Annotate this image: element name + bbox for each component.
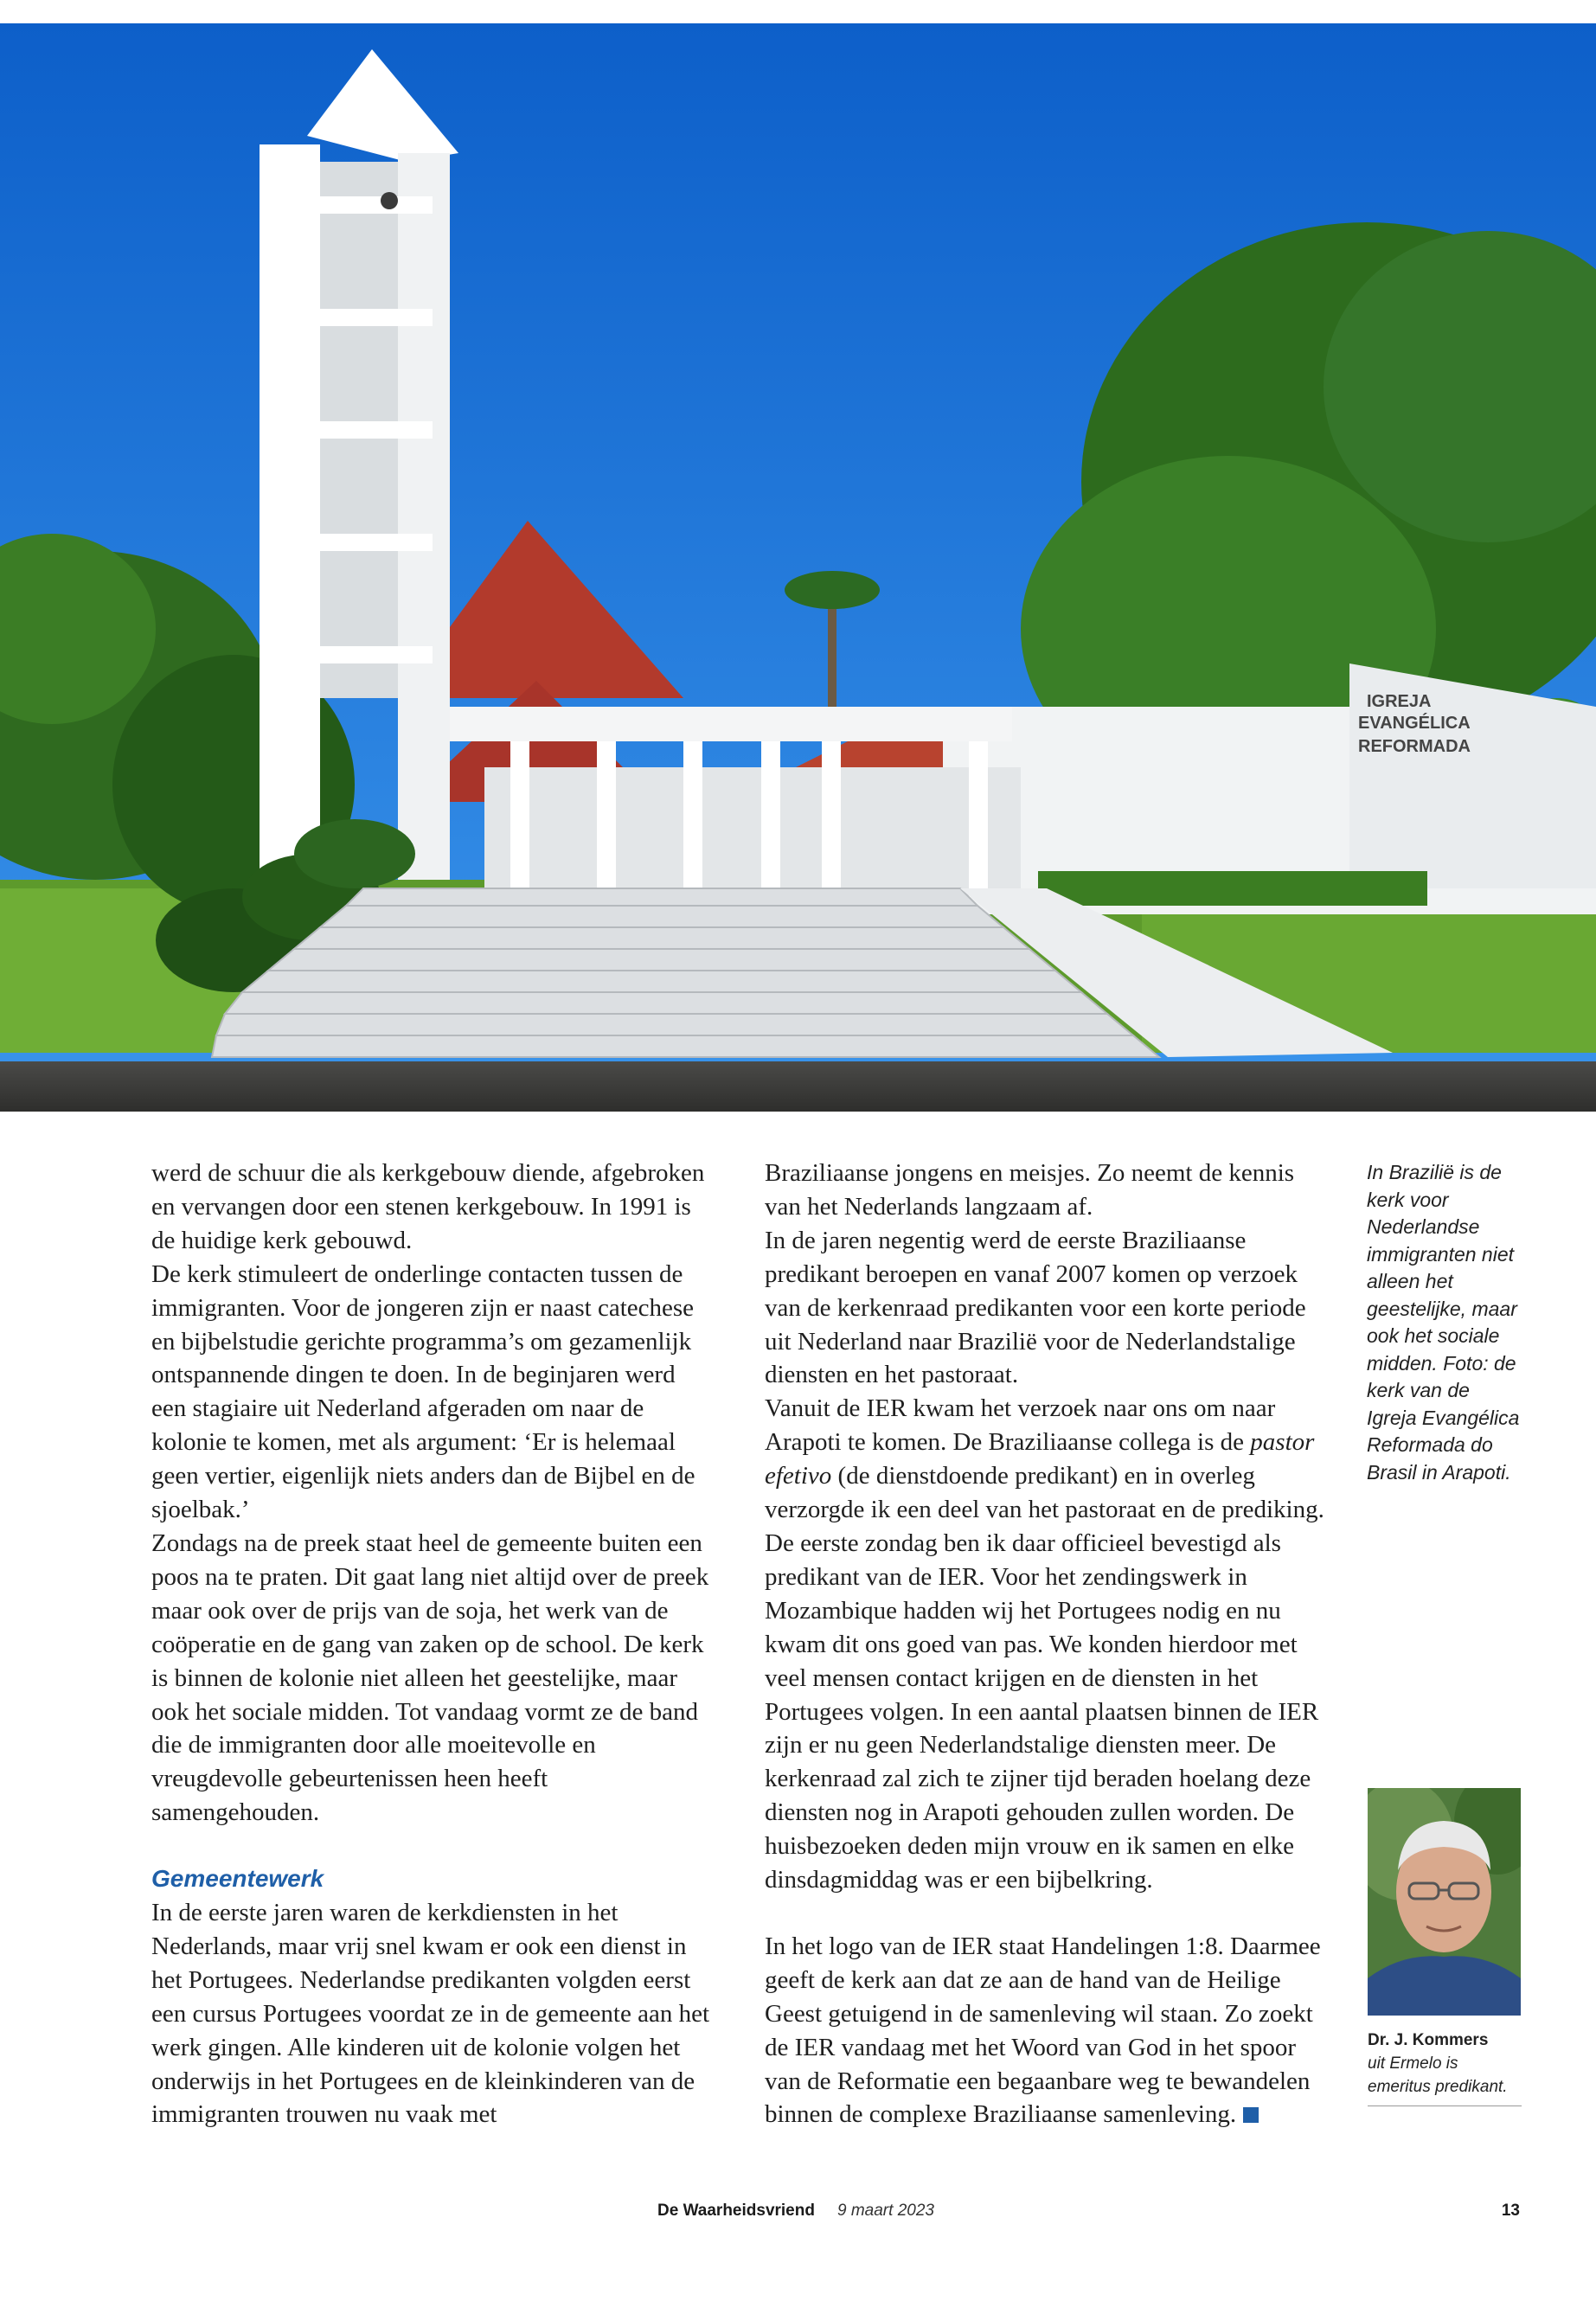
article-paragraph: In de jaren negentig werd de eerste Braziliaanse predikant beroepen en vanaf 2007 komen op verzoek van de kerkenraad predikanten voor een korte periode uit Nederland naar Brazilië voor de Nederlandstalige diensten en het pastoraat. xyxy=(765,1226,1306,1389)
issue-date: 9 maart 2023 xyxy=(837,2202,934,2220)
photo-caption: In Brazilië is de kerk voor Nederlandse immigranten niet alleen het geestelijke, maar ook het sociale midden. Foto: de kerk van de Igreja Evangélica Reformada do Brasil in Arapoti. xyxy=(1367,1161,1520,1484)
author-bio: uit Ermelo is emeritus predikant. xyxy=(1368,2054,1508,2096)
article-paragraph: werd de schuur die als kerkgebouw diende, afgebroken en vervangen door een stenen kerkgebouw. In 1991 is de huidige kerk gebouwd. xyxy=(151,1159,705,1254)
facade-sign-line: REFORMADA xyxy=(1358,737,1471,756)
author-name: Dr. J. Kommers xyxy=(1368,2031,1489,2049)
page-number: 13 xyxy=(1501,2202,1520,2220)
paragraph-text: In het logo van de IER staat Handelingen 1:8. Daarmee geeft de kerk aan dat ze aan de hand van de Heilige Geest getuigend in de samenleving wil staan. Zo zoekt de IER vandaag met het Woord van God in het spoor van de Reformatie een begaanbare weg te bewandelen binnen de complexe Braziliaanse samenleving. xyxy=(765,1932,1321,2129)
article-paragraph xyxy=(765,1930,1331,2131)
article-paragraph: Braziliaanse jongens en meisjes. Zo neemt de kennis van het Nederlands langzaam af. xyxy=(765,1159,1295,1221)
article-paragraph: In de eerste jaren waren de kerkdiensten in het Nederlands, maar vrij snel kwam er ook een dienst in het Portugees. Nederlandse predikanten volgden eerst een cursus Portugees voordat ze in de gemeente aan het werk gingen. Alle kinderen uit de kolonie volgen het onderwijs in het Portugees en de kleinkinderen van de immigranten trouwen nu vaak met xyxy=(151,1899,709,2129)
article-paragraph: Zondags na de preek staat heel de gemeente buiten een poos na te praten. Dit gaat lang niet altijd over de preek maar ook over de prijs van de soja, het werk van de coöperatie en de gang van zaken op de school. De kerk is binnen de kolonie niet alleen het geestelijke, maar ook het sociale midden. Tot vandaag vormt ze de band die de immigranten door alle moeitevolle en vreugdevolle gebeurtenissen heen heeft samengehouden. xyxy=(151,1529,709,1827)
facade-sign-line: IGREJA xyxy=(1367,692,1432,711)
magazine-name: De Waarheidsvriend xyxy=(657,2202,815,2220)
section-heading: Gemeentewerk xyxy=(151,1865,324,1893)
article-paragraph xyxy=(765,1392,1331,1897)
page-footer xyxy=(0,2202,1596,2227)
church-photo xyxy=(0,23,1596,1112)
author-portrait xyxy=(1368,1788,1521,2016)
author-info xyxy=(1368,2029,1522,2106)
article-column-1 xyxy=(151,1157,714,2131)
facade-sign-line: EVANGÉLICA xyxy=(1358,714,1471,733)
paragraph-text: (de dienstdoende predikant) en in overleg verzorgde ik een deel van het pastoraat en de prediking. De eerste zondag ben ik daar officieel bevestigd als predikant van de IER. Voor het zendingswerk in Mozambique hadden wij het Portugees nodig en nu kwam dit ons goed van pas. We konden hierdoor met veel mensen contact krijgen en de diensten in het Portugees volgen. In een aantal plaatsen binnen de IER zijn er nu geen Nederlandstalige diensten meer. De kerkenraad zal zich te zijner tijd beraden hoelang deze diensten nog in Arapoti gehouden zullen worden. De huisbezoeken deden mijn vrouw en ik samen en elke dinsdagmiddag was er een bijbelkring. xyxy=(765,1462,1324,1894)
paragraph-text: Vanuit de IER kwam het verzoek naar ons om naar Arapoti te komen. De Braziliaanse collega is de xyxy=(765,1394,1276,1457)
article-column-2 xyxy=(765,1157,1331,2131)
article-paragraph: De kerk stimuleert de onderlinge contacten tussen de immigranten. Voor de jongeren zijn er naast catechese en bijbelstudie gerichte programma’s om gezamenlijk ontspannende dingen te doen. In de beginjaren werd een stagiaire uit Nederland afgeraden om naar de kolonie te komen, met als argument: ‘Er is helemaal geen vertier, eigenlijk niets anders dan de Bijbel en de sjoelbak.’ xyxy=(151,1259,695,1524)
emphasized-term: pastor efetivo xyxy=(765,1428,1315,1490)
end-mark-icon xyxy=(1243,2107,1259,2123)
